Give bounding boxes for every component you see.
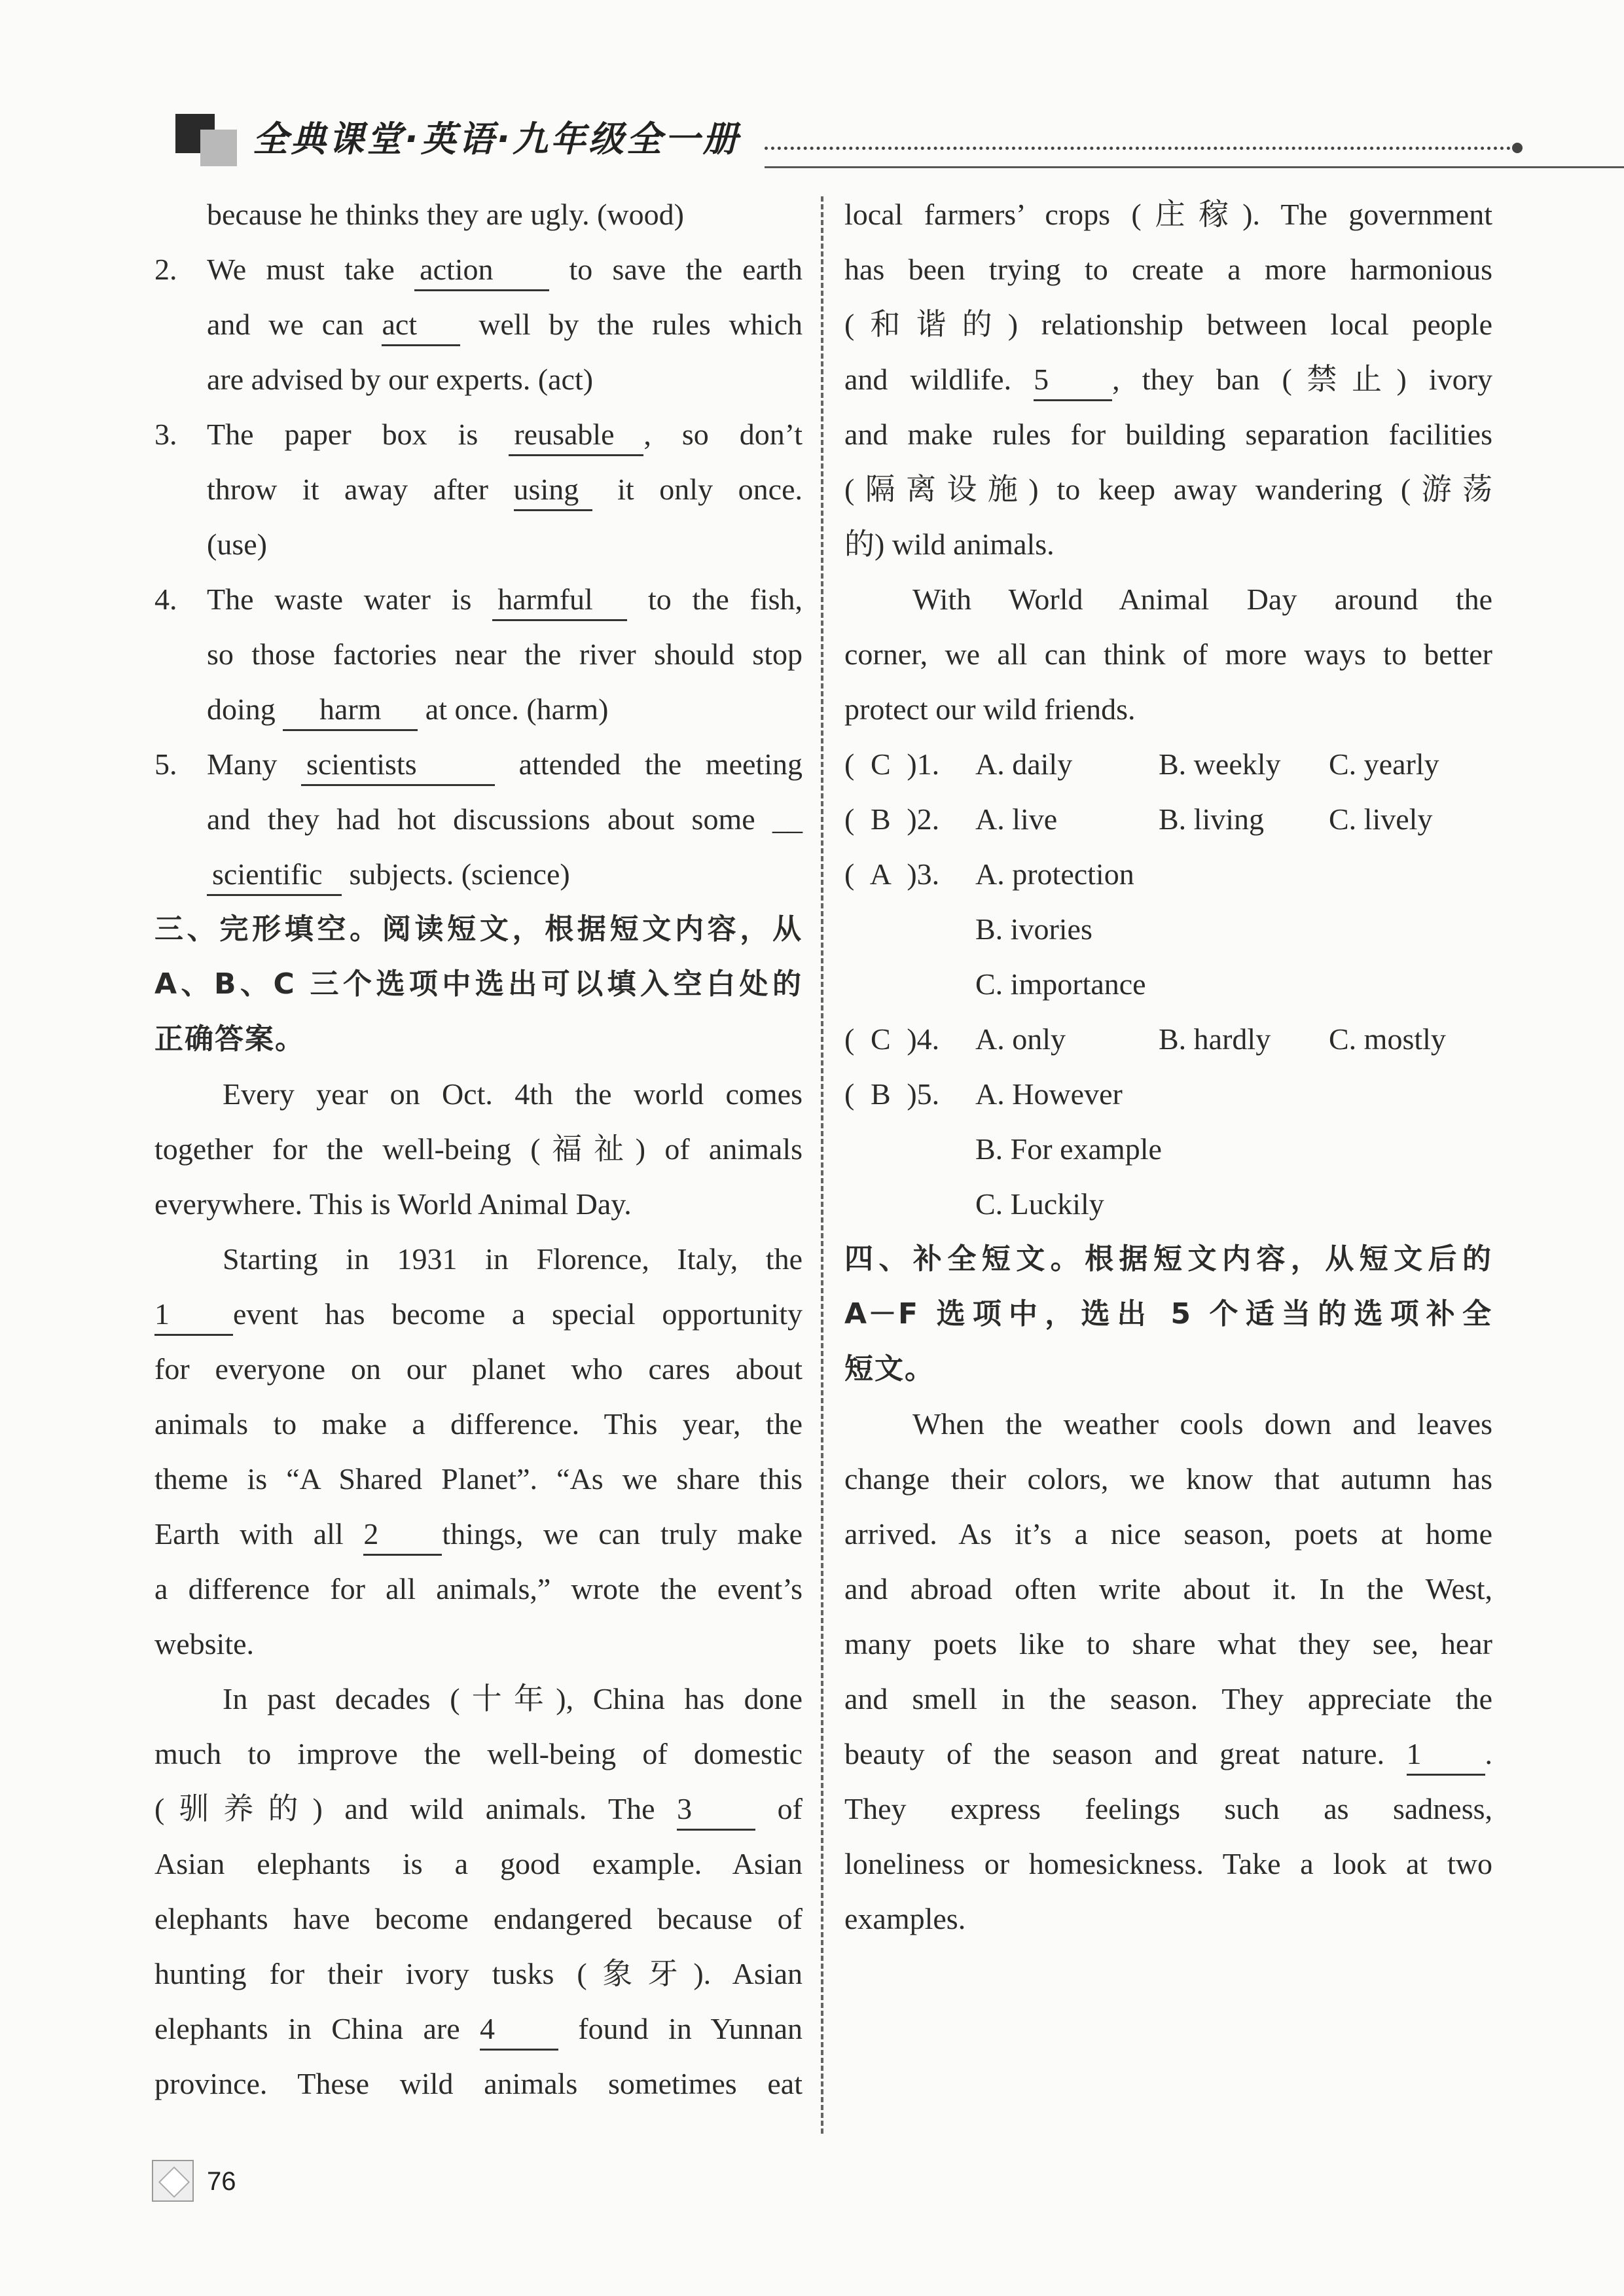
- answer-blank: harm: [283, 690, 418, 731]
- exercise-2: 2. We must take action to save the earth and we can act well by the rules which are advised by our experts. (act): [154, 242, 803, 407]
- choice-answer: A: [869, 857, 892, 891]
- page-number: 76: [207, 2167, 236, 2196]
- exercise-number: 3.: [154, 418, 177, 451]
- open-paren: (: [844, 1077, 855, 1111]
- choice-row-3: ( A )3. A. protection: [844, 847, 1492, 902]
- exercise-3: 3. The paper box is reusable , so don’t throw it away after using it only once. (use): [154, 407, 803, 572]
- open-paren: (: [844, 1022, 855, 1056]
- answer-blank: action: [414, 250, 549, 291]
- answer-blank: harmful: [492, 580, 627, 621]
- exercise-number: 4.: [154, 583, 177, 616]
- cloze-blank-2: 2: [363, 1515, 442, 1556]
- open-paren: (: [844, 802, 855, 836]
- page-header: [175, 110, 1504, 182]
- answer-blank: reusable: [509, 415, 643, 456]
- choice-row-5: ( B )5. A. However: [844, 1067, 1492, 1122]
- answer-blank: using: [514, 470, 592, 511]
- header-rule-dot: [1512, 143, 1523, 153]
- exercise-4: 4. The waste water is harmful to the fish, so those factories near the river should stop doing harm at once. (harm): [154, 572, 803, 737]
- cloze-blank-4: 4: [480, 2009, 558, 2051]
- cloze-blank-1: 1: [154, 1295, 233, 1336]
- answer-blank: scientific: [207, 855, 342, 896]
- header-square-light: [200, 130, 237, 166]
- exercise-number: 2.: [154, 253, 177, 286]
- choice-answer: C: [870, 747, 891, 781]
- fill-blank-1: 1: [1407, 1734, 1485, 1776]
- diamond-icon: [152, 2160, 194, 2202]
- answer-blank: scientists: [301, 745, 495, 786]
- open-paren: (: [844, 857, 855, 891]
- choice-row-4: ( C )4. A. only B. hardly C. mostly: [844, 1012, 1492, 1067]
- column-divider: [821, 196, 823, 2134]
- section-4-heading: 四、补全短文。根据短文内容，从短文后的 A－F 选项中，选出 5 个适当的选项补全 短文。: [844, 1242, 1492, 1386]
- exercise-number: 5.: [154, 747, 177, 781]
- answer-blank: act: [382, 305, 460, 346]
- choice-answer: B: [870, 802, 891, 836]
- choice-row-1: ( C )1. A. daily B. weekly C. yearly: [844, 737, 1492, 792]
- passage-paragraph-5: When the weather cools down and leaves change their colors, we know that autumn has arrived. As it’s a nice season, poets at home and abroad often write about it. In the West, many poets like to share what they see, hear and smell in the season. They appreciate the beauty of the season and great nature. 1 . They express feelings such as sadness, loneliness or homesickness. Take a look at two examples.: [844, 1407, 1492, 1935]
- open-paren: (: [844, 747, 855, 781]
- choice-questions: ( C )1. A. daily B. weekly C. yearly ( B )2. A. live B. living C. lively ( A )3. A. protection B. ivories C. importance ( C )4. A. only B. hardly C. mostly ( B )5. A. However B. For example C. Luckily: [844, 737, 1492, 1232]
- header-title: 全典课堂·英语·九年级全一册: [253, 118, 741, 160]
- passage-paragraph-1: Every year on Oct. 4th the world comes together for the well-being (福祉) of animals everywhere. This is World Animal Day.: [154, 1077, 803, 1221]
- choice-answer: C: [870, 1022, 891, 1056]
- exercise-1-continued: because he thinks they are ugly. (wood): [207, 198, 684, 231]
- header-dotted-rule: [765, 147, 1517, 150]
- right-column: [844, 187, 1492, 1946]
- choice-answer: B: [870, 1077, 891, 1111]
- passage-paragraph-4: With World Animal Day around the corner, we all can think of more ways to better protect our wild friends.: [844, 583, 1492, 726]
- cloze-blank-5: 5: [1034, 360, 1112, 401]
- section-3-heading: 三、完形填空。阅读短文，根据短文内容，从 A、B、C 三个选项中选出可以填入空白处的 正确答案。: [154, 912, 803, 1056]
- exercise-5: 5. Many scientists attended the meeting and they had hot discussions about some __ scientific subjects. (science): [154, 737, 803, 902]
- choice-row-2: ( B )2. A. live B. living C. lively: [844, 792, 1492, 847]
- passage-paragraph-3: In past decades (十年), China has done much to improve the well-being of domestic (驯养的) and wild animals. The 3 of Asian elephants is a good example. Asian elephants have become endangered because of hunting for their ivory tusks (象牙). Asian elephants in China are 4 found in Yunnan province. These wild animals sometimes eat: [154, 1682, 803, 2100]
- passage-paragraph-2: Starting in 1931 in Florence, Italy, the 1 event has become a special opportunity for everyone on our planet who cares about animals to make a difference. This year, the theme is “A Shared Planet”. “As we share this Earth with all 2 things, we can truly make a difference for all animals,” wrote the event’s website.: [154, 1242, 803, 1660]
- left-column: [154, 187, 803, 2111]
- passage-paragraph-3-continued: local farmers’ crops (庄稼). The government has been trying to create a more harmonious (和谐的) relationship between local people and wildlife. 5 , they ban (禁止) ivory and make rules for building separation facilities (隔离设施) to keep away wandering (游荡 的) wild animals.: [844, 198, 1493, 561]
- cloze-blank-3: 3: [677, 1789, 755, 1831]
- header-solid-rule: [765, 166, 1624, 168]
